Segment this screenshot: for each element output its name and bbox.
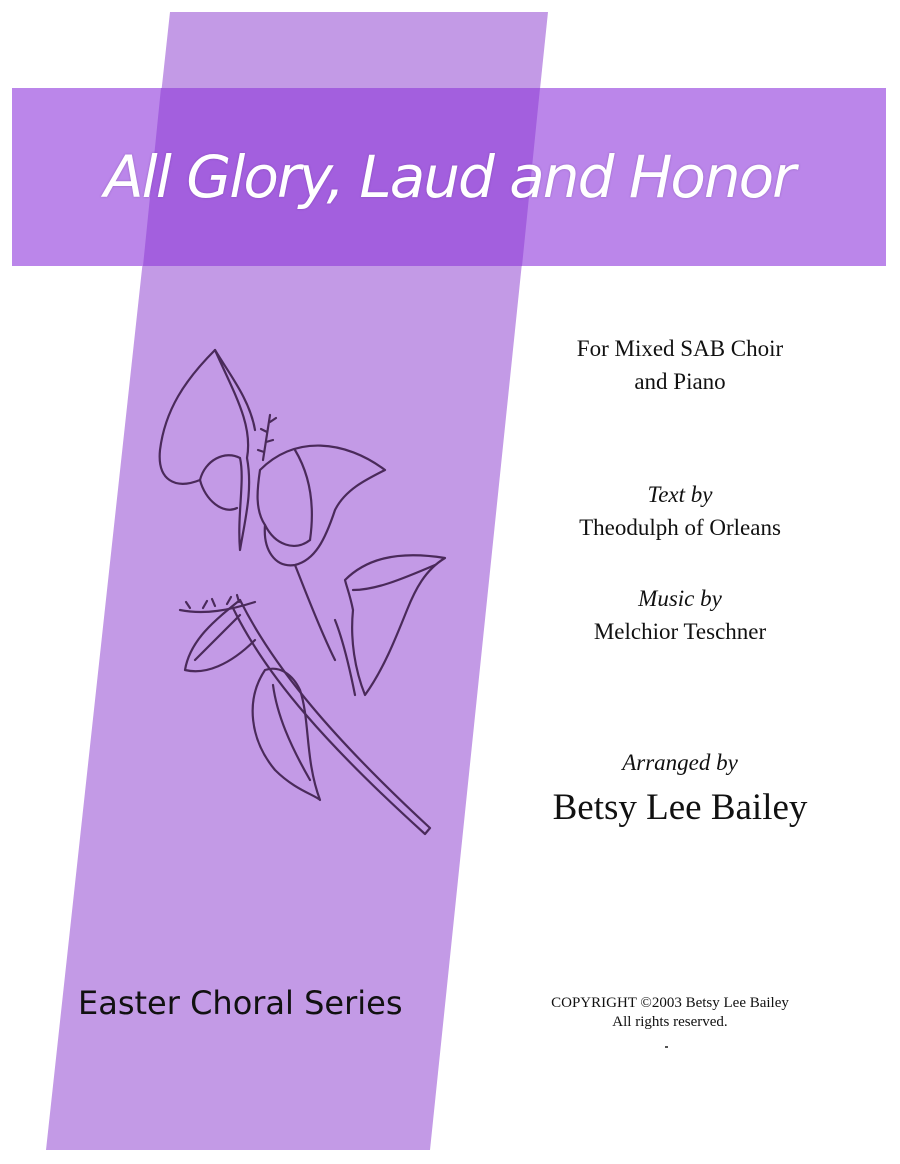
text-credit-label: Text by	[647, 482, 713, 507]
voicing-line-2: and Piano	[634, 369, 726, 394]
arranger-label: Arranged by	[622, 750, 738, 775]
music-credit-name: Melchior Teschner	[593, 619, 767, 644]
copyright-line-1: COPYRIGHT ©2003 Betsy Lee Bailey	[551, 995, 789, 1011]
series-name: Easter Choral Series	[78, 984, 403, 1022]
stray-mark	[665, 1046, 668, 1048]
arranger-name: Betsy Lee Bailey	[552, 787, 808, 828]
text-credit	[520, 478, 840, 544]
arrangement-credit	[520, 746, 840, 833]
page-title: All Glory, Laud and Honor	[103, 143, 795, 211]
copyright-line-2: All rights reserved.	[612, 1014, 728, 1030]
text-credit-name: Theodulph of Orleans	[579, 515, 781, 540]
music-credit-label: Music by	[638, 586, 722, 611]
calla-lily-icon	[145, 340, 465, 840]
voicing-line-1: For Mixed SAB Choir	[576, 336, 784, 361]
music-credit	[520, 582, 840, 648]
copyright-notice	[520, 994, 820, 1032]
voicing-block	[520, 332, 840, 398]
